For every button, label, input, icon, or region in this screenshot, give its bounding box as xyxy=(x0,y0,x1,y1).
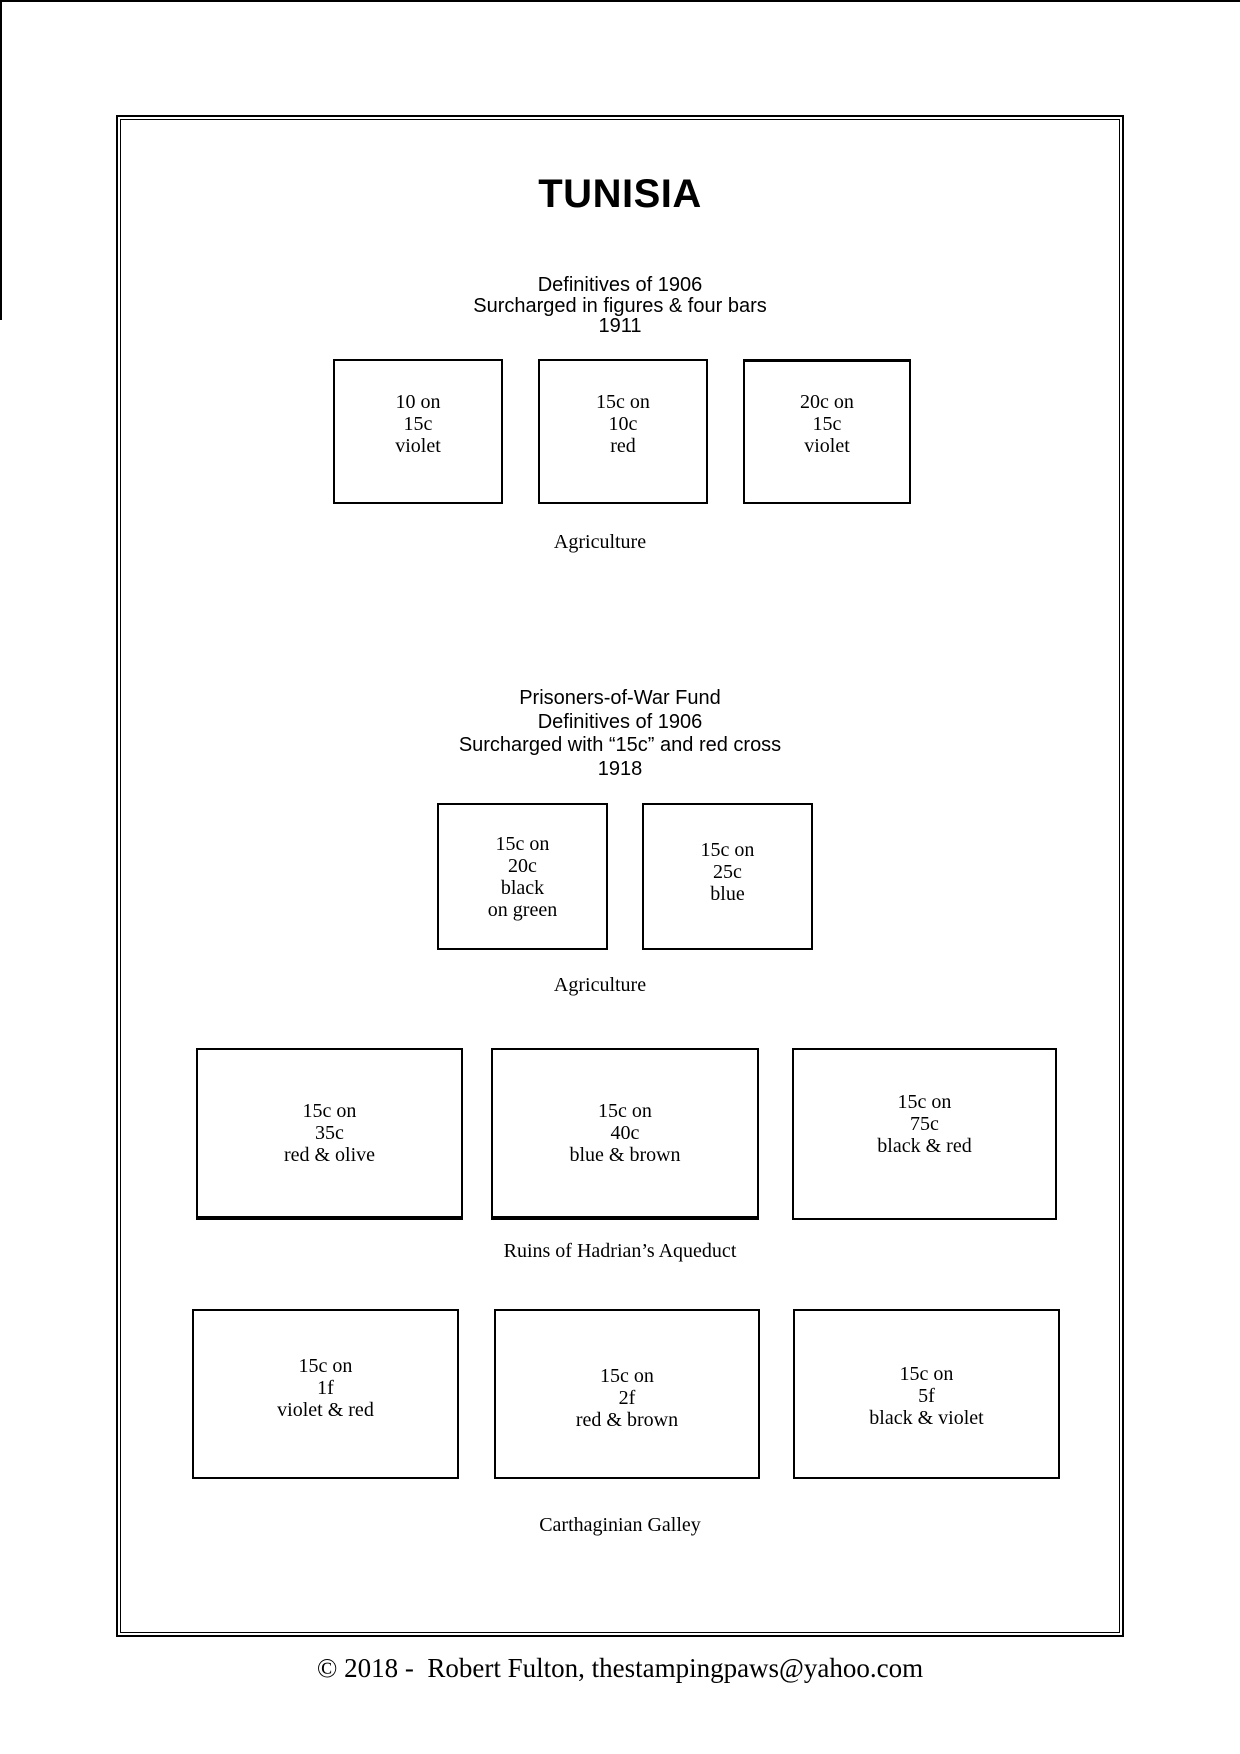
stamp-label xyxy=(277,1355,374,1433)
stamp-line: violet & red xyxy=(277,1399,374,1421)
stamp-box-15c-on-40c-blue-brown xyxy=(491,1048,759,1220)
row-caption-hadrians-aqueduct: Ruins of Hadrian’s Aqueduct xyxy=(503,1240,737,1262)
stamp-line: 15c on xyxy=(700,838,755,861)
stamp-label xyxy=(488,833,557,921)
stamp-line: violet xyxy=(804,435,850,457)
stamp-line: red & brown xyxy=(575,1409,679,1431)
stamp-box-15c-on-10c-red xyxy=(538,359,708,504)
stamp-label xyxy=(569,1100,680,1166)
stamp-label xyxy=(576,1357,678,1431)
stamp-line: red xyxy=(610,434,636,457)
stamp-line: 20c on xyxy=(800,391,854,413)
stamp-box-10-on-15c-violet xyxy=(333,359,503,504)
stamp-line: 15c on xyxy=(302,1100,357,1122)
stamp-box-15c-on-1f-violet-red xyxy=(192,1309,459,1479)
header-line: Prisoners-of-War Fund xyxy=(519,687,721,709)
stamp-line: black xyxy=(500,876,545,899)
header-line: Surcharged in figures & four bars xyxy=(473,294,767,317)
stamp-box-15c-on-25c-blue xyxy=(642,803,813,950)
stamp-line: blue & brown xyxy=(569,1144,681,1166)
stamp-line: 15c xyxy=(403,412,433,435)
stamp-line: 40c xyxy=(610,1122,640,1144)
row-caption-agriculture-2: Agriculture xyxy=(553,974,647,996)
stamp-label xyxy=(701,839,755,915)
stamp-line: 2f xyxy=(618,1387,636,1409)
stamp-line: 15c on xyxy=(495,832,550,855)
stamp-label xyxy=(877,1091,971,1177)
stamp-line: 75c xyxy=(910,1113,939,1135)
stamp-box-20c-on-15c-violet xyxy=(743,359,911,504)
row-caption-carthaginian-galley: Carthaginian Galley xyxy=(539,1514,701,1536)
stamp-line: 1f xyxy=(317,1377,334,1399)
stamp-line: 5f xyxy=(918,1385,935,1407)
stamp-line: 15c on xyxy=(897,1091,952,1113)
stamp-line: on green xyxy=(487,898,558,921)
stamp-box-15c-on-20c-black-on-green xyxy=(437,803,608,950)
stamp-label xyxy=(869,1359,983,1429)
stamp-line: 15c xyxy=(812,413,842,435)
stamp-line: 15c on xyxy=(298,1355,353,1377)
stamp-label xyxy=(800,391,854,473)
header-line: Surcharged with “15c” and red cross xyxy=(458,734,782,756)
scan-artifact-left-edge xyxy=(0,0,2,320)
section-header-definitives-1911 xyxy=(0,275,1240,337)
stamp-box-15c-on-2f-red-brown xyxy=(494,1309,760,1479)
stamp-line: black & red xyxy=(877,1135,972,1157)
section-header-pow-fund-1918 xyxy=(0,687,1240,781)
stamp-line: 15c on xyxy=(598,1100,652,1122)
header-line: 1911 xyxy=(598,315,642,337)
header-line: 1918 xyxy=(597,757,643,780)
header-line: Definitives of 1906 xyxy=(537,274,703,296)
stamp-line: blue xyxy=(710,882,745,905)
header-line: Definitives of 1906 xyxy=(537,710,703,733)
stamp-line: 35c xyxy=(315,1122,344,1144)
stamp-line: 15c on xyxy=(596,390,650,413)
page-footer-copyright: © 2018 - Robert Fulton, thestampingpaws@yahoo.com xyxy=(316,1653,924,1683)
stamp-line: 25c xyxy=(713,860,742,883)
stamp-box-15c-on-75c-black-red xyxy=(792,1048,1057,1220)
stamp-line: violet xyxy=(395,434,441,457)
stamp-line: black & violet xyxy=(869,1407,984,1429)
stamp-line: red & olive xyxy=(283,1144,376,1166)
stamp-line: 10c xyxy=(608,412,638,435)
stamp-label xyxy=(284,1100,375,1166)
stamp-line: 15c on xyxy=(899,1363,954,1385)
stamp-label xyxy=(596,391,650,473)
stamp-label xyxy=(395,391,441,473)
stamp-line: 20c xyxy=(508,854,537,877)
row-caption-agriculture-1: Agriculture xyxy=(553,531,647,553)
stamp-box-15c-on-5f-black-violet xyxy=(793,1309,1060,1479)
stamp-line: 15c on xyxy=(600,1365,654,1387)
stamp-line: 10 on xyxy=(395,390,441,413)
scan-artifact-top-edge xyxy=(0,0,1240,2)
stamp-box-15c-on-35c-red-olive xyxy=(196,1048,463,1220)
page-title: TUNISIA xyxy=(538,172,702,216)
